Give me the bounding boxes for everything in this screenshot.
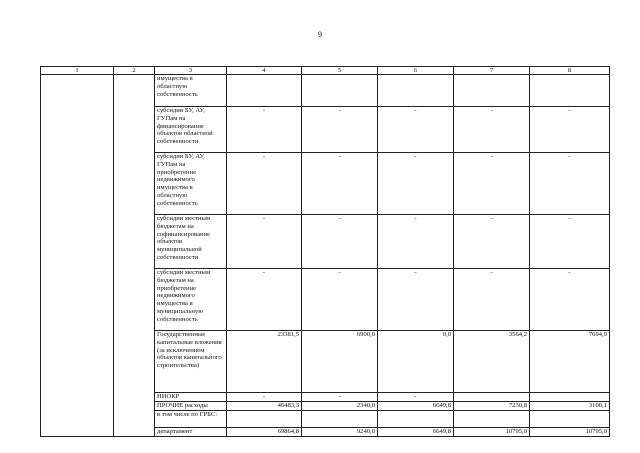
value-cell: - bbox=[378, 393, 454, 402]
row-label: субсидии БУ, АУ, ГУПам на приобретение недвижимого имущества в областную собственность bbox=[155, 153, 227, 215]
value-cell: - bbox=[378, 107, 454, 153]
value-cell: 6900,0 bbox=[302, 331, 378, 393]
row-label: департамент bbox=[155, 428, 227, 437]
header-cell: 3 bbox=[155, 67, 227, 75]
value-cell: 7230,8 bbox=[454, 402, 530, 411]
value-cell: 3564,2 bbox=[454, 331, 530, 393]
value-cell bbox=[227, 75, 302, 107]
value-cell: 10795,0 bbox=[530, 428, 610, 437]
value-cell bbox=[302, 411, 378, 428]
row-label: субсидии БУ, АУ, ГУПам на финансирование объектов областной собственности bbox=[155, 107, 227, 153]
row-label: субсидии местным бюджетам на софинансирование объектов муниципальной собственности bbox=[155, 215, 227, 269]
value-cell: 9240,0 bbox=[302, 428, 378, 437]
value-cell: 69864,8 bbox=[227, 428, 302, 437]
value-cell bbox=[530, 75, 610, 107]
value-cell: - bbox=[454, 107, 530, 153]
value-cell: - bbox=[454, 215, 530, 269]
value-cell bbox=[378, 75, 454, 107]
value-cell: 2340,0 bbox=[302, 402, 378, 411]
header-cell: 1 bbox=[41, 67, 114, 75]
value-cell: 6649,8 bbox=[378, 428, 454, 437]
row-label: ПРОЧИЕ расходы bbox=[155, 402, 227, 411]
value-cell: - bbox=[454, 269, 530, 331]
value-cell bbox=[454, 75, 530, 107]
header-cell: 5 bbox=[302, 67, 378, 75]
value-cell: - bbox=[530, 269, 610, 331]
value-cell: - bbox=[378, 153, 454, 215]
header-cell: 8 bbox=[530, 67, 610, 75]
value-cell: - bbox=[378, 215, 454, 269]
value-cell bbox=[378, 411, 454, 428]
value-cell: - bbox=[227, 393, 302, 402]
value-cell: - bbox=[302, 107, 378, 153]
table-row bbox=[41, 75, 610, 107]
row-label: Государственные капитальные вложения (за исключением объектов капитального строительства) bbox=[155, 331, 227, 393]
row-label: субсидии местным бюджетам на приобретение недвижимого имущества в муниципальную собственность bbox=[155, 269, 227, 331]
value-cell: 0,0 bbox=[378, 331, 454, 393]
value-cell: - bbox=[227, 269, 302, 331]
value-cell: 10795,0 bbox=[454, 428, 530, 437]
budget-table bbox=[40, 66, 610, 437]
header-cell: 6 bbox=[378, 67, 454, 75]
row-label: в том числе по ГРБС: bbox=[155, 411, 227, 428]
value-cell: 46483,3 bbox=[227, 402, 302, 411]
value-cell: 7694,9 bbox=[530, 331, 610, 393]
value-cell: 23381,5 bbox=[227, 331, 302, 393]
value-cell: - bbox=[302, 269, 378, 331]
value-cell bbox=[227, 411, 302, 428]
value-cell bbox=[530, 393, 610, 402]
value-cell: - bbox=[454, 153, 530, 215]
value-cell: - bbox=[227, 107, 302, 153]
value-cell: - bbox=[302, 153, 378, 215]
value-cell: - bbox=[378, 269, 454, 331]
header-row bbox=[41, 67, 610, 75]
value-cell bbox=[454, 393, 530, 402]
value-cell bbox=[530, 411, 610, 428]
row-label: имущества в областную собственность bbox=[155, 75, 227, 107]
value-cell bbox=[454, 411, 530, 428]
header-cell: 4 bbox=[227, 67, 302, 75]
blank-cell bbox=[114, 75, 155, 437]
value-cell: - bbox=[227, 215, 302, 269]
value-cell: - bbox=[302, 215, 378, 269]
blank-cell bbox=[41, 75, 114, 437]
header-cell: 7 bbox=[454, 67, 530, 75]
row-label: НИОКР bbox=[155, 393, 227, 402]
value-cell: - bbox=[227, 153, 302, 215]
header-cell: 2 bbox=[114, 67, 155, 75]
value-cell: 3100,1 bbox=[530, 402, 610, 411]
page-number: 9 bbox=[318, 30, 322, 39]
value-cell: - bbox=[302, 393, 378, 402]
value-cell: - bbox=[530, 215, 610, 269]
value-cell: - bbox=[530, 107, 610, 153]
value-cell: 6649,8 bbox=[378, 402, 454, 411]
value-cell: - bbox=[530, 153, 610, 215]
value-cell bbox=[302, 75, 378, 107]
